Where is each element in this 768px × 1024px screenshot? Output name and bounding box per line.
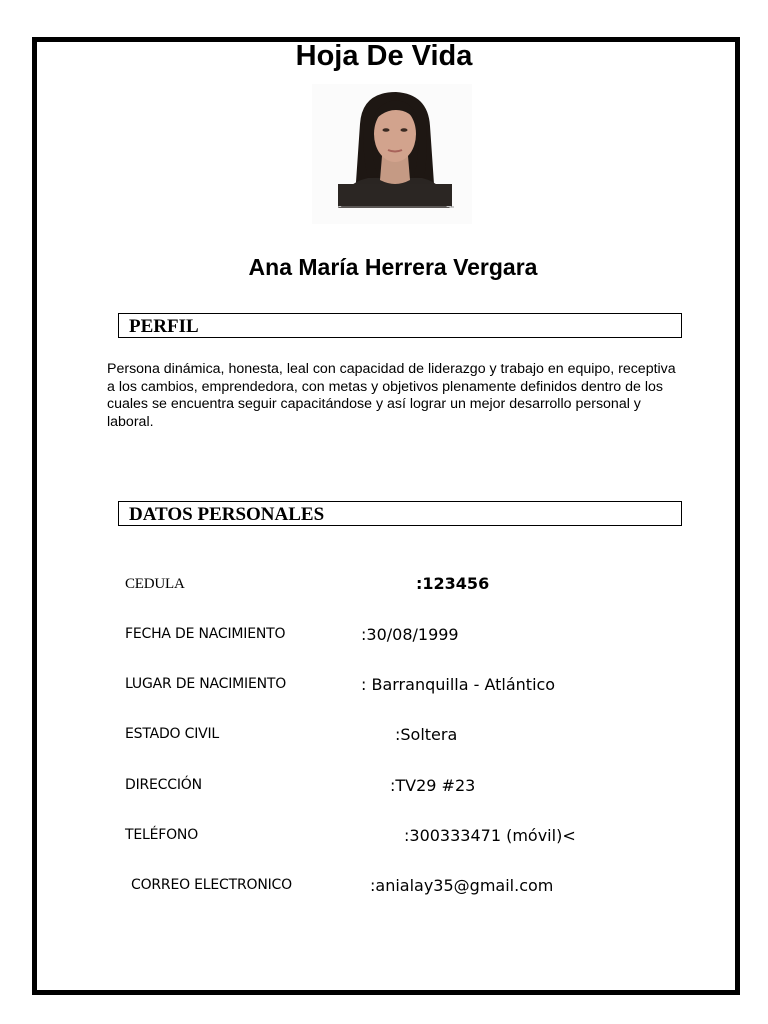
estado-civil-value: :Soltera [395,725,458,744]
document-title: Hoja De Vida [295,40,473,72]
fecha-nacimiento-label: FECHA DE NACIMIENTO [125,626,286,642]
estado-civil-label: ESTADO CIVIL [125,726,220,742]
direccion-label: DIRECCIÓN [125,777,202,793]
person-name: Ana María Herrera Vergara [248,254,538,280]
correo-label: CORREO ELECTRONICO [131,877,292,893]
telefono-value: :300333471 (móvil)< [404,826,576,845]
fecha-nacimiento-value: :30/08/1999 [361,625,459,644]
profile-photo [312,84,472,224]
correo-value: :anialay35@gmail.com [370,876,554,895]
telefono-label: TELÉFONO [125,827,199,843]
datos-personales-heading: DATOS PERSONALES [118,501,682,526]
cedula-value: :123456 [416,574,490,593]
lugar-nacimiento-value: : Barranquilla - Atlántico [361,675,556,694]
perfil-text: Persona dinámica, honesta, leal con capacidad de liderazgo y trabajo en equipo, receptiva a los cambios, emprendedora, con metas y objetivos plenamente definidos dentro de los cuales se encuentra seguir capacitándose y así lograr un mejor desarrollo personal y laboral. [107,361,676,430]
perfil-heading: PERFIL [118,313,682,338]
portrait-photo-icon [312,84,472,224]
lugar-nacimiento-label: LUGAR DE NACIMIENTO [125,676,287,692]
direccion-value: :TV29 #23 [390,776,476,795]
cedula-label: CEDULA [125,576,185,592]
